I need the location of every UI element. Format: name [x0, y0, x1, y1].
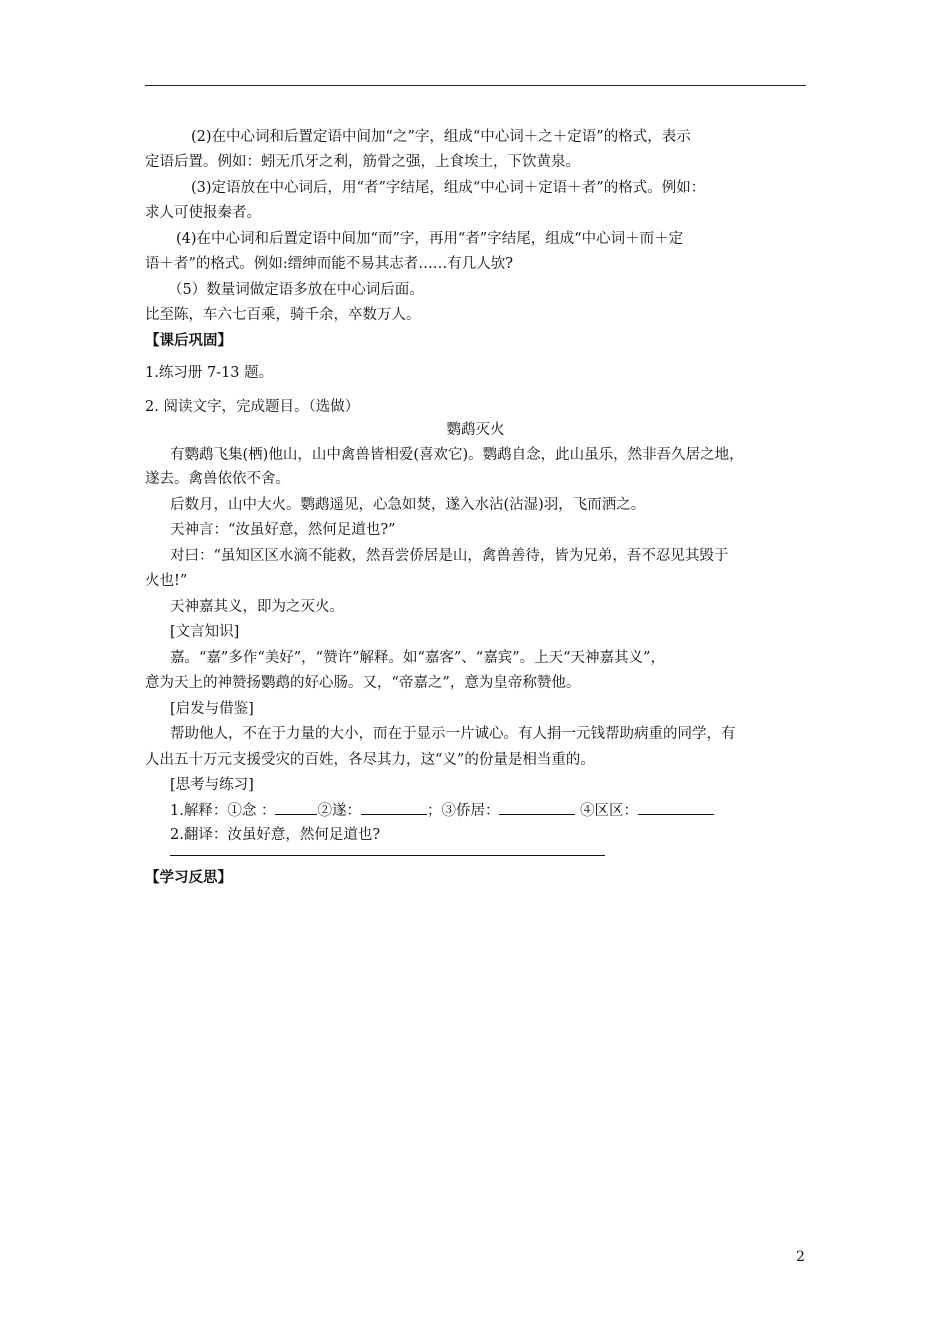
paragraph-line: 语＋者”的格式。例如:缙绅而能不易其志者……有几人欤?: [145, 256, 514, 272]
paragraph-line: 人出五十万元支援受灾的百姓，各尽其力，这“义”的份量是相当重的。: [145, 752, 595, 768]
paragraph-line: 火也!”: [145, 573, 188, 589]
paragraph-line: 定语后置。例如：蚓无爪牙之利，筋骨之强，上食埃土，下饮黄泉。: [145, 154, 580, 170]
paragraph-line: 比至陈，车六七百乘，骑千余，卒数万人。: [145, 307, 421, 323]
section-heading: 【课后巩固】: [145, 332, 232, 349]
story-title: 鹦鹉灭火: [446, 422, 505, 438]
q1-label-a: 1.解释：①念 ：: [170, 803, 276, 819]
paragraph-line: (3)定语放在中心词后，用“者”字结尾，组成“中心词＋定语＋者”的格式。例如：: [191, 180, 706, 196]
paragraph-line: 后数月，山中大火。鹦鹉遥见，心急如焚，遂入水沾(沾湿)羽，飞而洒之。: [170, 497, 646, 513]
q1-label-b: ②遂：: [317, 803, 361, 819]
paragraph-line: 天神言：“汝虽好意，然何足道也?”: [170, 522, 396, 538]
subheading: [文言知识]: [170, 624, 240, 640]
paragraph-line: 帮助他人，不在于力量的大小，而在于显示一片诚心。有人捐一元钱帮助病重的同学，有: [170, 726, 736, 742]
exercise-q1: [170, 800, 714, 821]
paragraph-line: 求人可使报秦者。: [145, 205, 261, 221]
paragraph-line: 1.练习册 7-13 题。: [145, 365, 274, 381]
translation-answer-line[interactable]: [170, 855, 605, 856]
paragraph-line: 对曰：“虽知区区水滴不能救，然吾尝侨居是山，禽兽善待，皆为兄弟，吾不忍见其毁于: [170, 548, 729, 564]
paragraph-line: (2)在中心词和后置定语中间加“之”字，组成“中心词＋之＋定语”的格式，表示: [191, 129, 691, 145]
paragraph-line: 有鹦鹉飞集(栖)他山，山中禽兽皆相爱(喜欢它)。鹦鹉自念，此山虽乐，然非吾久居之地，: [170, 447, 744, 463]
paragraph-line: 天神嘉其义，即为之灭火。: [170, 599, 344, 615]
answer-blank-3[interactable]: [499, 800, 575, 815]
paragraph-line: 嘉。“嘉”多作“美好”，“赞许”解释。如“嘉客”、“嘉宾”。上天“天神嘉其义”，: [170, 650, 665, 666]
subheading: [启发与借鉴]: [170, 701, 254, 717]
paragraph-line: （5）数量词做定语多放在中心词后面。: [168, 282, 424, 298]
exercise-q2: 2.翻译：汝虽好意，然何足道也?: [170, 827, 381, 843]
section-heading: 【学习反思】: [145, 869, 232, 886]
paragraph-line: 遂去。禽兽依依不舍。: [145, 471, 290, 487]
q1-label-c: ；③侨居：: [426, 803, 500, 819]
page-number: 2: [796, 1249, 805, 1265]
answer-blank-4[interactable]: [638, 800, 714, 815]
paragraph-line: 2. 阅读文字，完成题目。（选做）: [145, 399, 360, 415]
paragraph-line: (4)在中心词和后置定语中间加“而”字，再用“者”字结尾，组成“中心词＋而＋定: [176, 231, 684, 247]
subheading: [思考与练习]: [170, 777, 254, 793]
answer-blank-1[interactable]: [275, 800, 317, 815]
paragraph-line: 意为天上的神赞扬鹦鹉的好心肠。又，“帝嘉之”，意为皇帝称赞他。: [145, 675, 581, 691]
answer-blank-2[interactable]: [361, 800, 427, 815]
header-rule: [145, 85, 806, 86]
q1-label-d: ④区区：: [580, 803, 639, 819]
